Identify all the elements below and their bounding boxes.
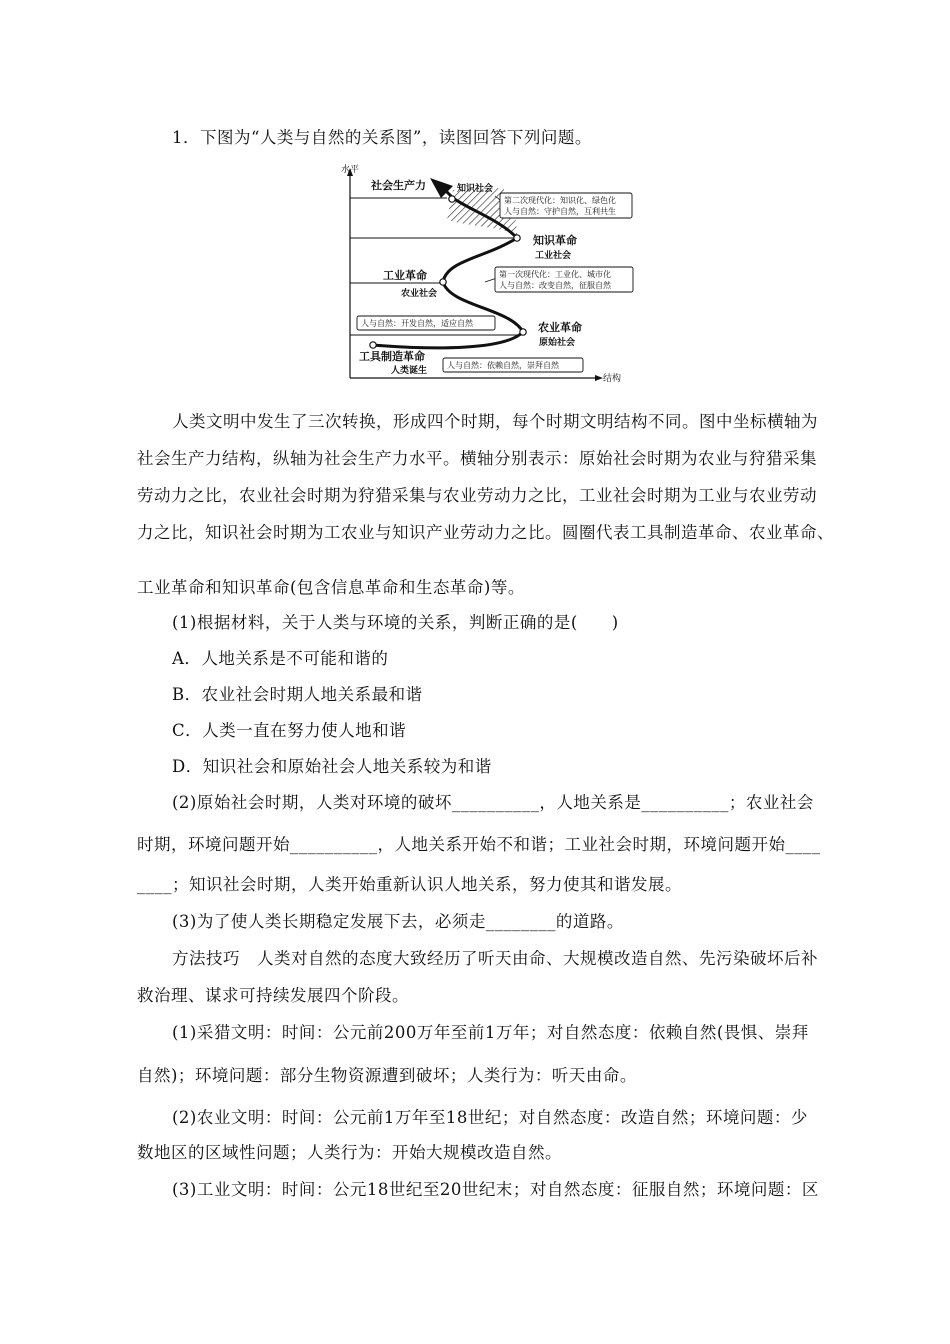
first-modernization-line-2: 人与自然：改变自然，征服自然: [499, 281, 611, 290]
relation-diagram: [335, 160, 635, 385]
tip-item-line: (2)农业文明：时间：公元前1万年至18世纪；对自然态度：改造自然；环境问题：少: [172, 1108, 808, 1127]
knowledge-revolution-label: 知识革命: [533, 234, 577, 247]
question-2-line: (2)原始社会时期，人类对环境的破坏__________，人地关系是__________；农业社会: [172, 793, 814, 812]
option-a: A．人地关系是不可能和谐的: [172, 649, 389, 668]
option-c: C．人类一直在努力使人地和谐: [172, 721, 407, 740]
x-axis-arrow-icon: [595, 375, 603, 381]
method-tip-line: 方法技巧 人类对自然的态度大致经历了听天由命、大规模改造自然、先污染破坏后补: [172, 949, 818, 968]
y-axis-label: 水平: [341, 165, 360, 175]
question-1: (1)根据材料，关于人类与环境的关系，判断正确的是( ): [172, 613, 619, 632]
tip-item-line: (3)工业文明：时间：公元18世纪至20世纪末；对自然态度：征服自然；环境问题：区: [172, 1180, 819, 1199]
method-tip-line: 救治理、谋求可持续发展四个阶段。: [137, 986, 409, 1005]
industrial-society-label: 工业社会: [535, 251, 572, 261]
x-axis-label: 结构: [603, 374, 622, 384]
primitive-society-label: 原始社会: [539, 338, 576, 348]
option-b: B．农业社会时期人地关系最和谐: [172, 685, 423, 704]
paragraph-line: 人类文明中发生了三次转换，形成四个时期，每个时期文明结构不同。图中坐标横轴为: [172, 412, 818, 431]
primitive-relation-text: 人与自然：依赖自然，崇拜自然: [447, 361, 559, 370]
knowledge-society-label: 知识社会: [457, 184, 494, 194]
tip-item-line: 自然)；环境问题：部分生物资源遭到破坏；人类行为：听天由命。: [137, 1066, 637, 1085]
human-nature-relation-figure: [335, 160, 635, 385]
question-2-line: 时期，环境问题开始__________，人地关系开始不和谐；工业社会时期，环境问题开始____: [137, 835, 821, 854]
paragraph-line: 劳动力之比，农业社会时期为狩猎采集与农业劳动力之比，工业社会时期为工业与农业劳动: [137, 486, 817, 505]
tool-revolution-label: 工具制造革命: [359, 350, 425, 363]
paragraph-line: 工业革命和知识革命(包含信息革命和生态革命)等。: [137, 578, 525, 597]
second-modernization-line-1: 第二次现代化：知识化、绿色化: [504, 196, 616, 205]
industrial-revolution-circle: [440, 279, 446, 285]
agricultural-society-label: 农业社会: [401, 289, 438, 299]
first-modernization-line-1: 第一次现代化：工业化、城市化: [499, 270, 611, 279]
tool-revolution-circle: [370, 342, 376, 348]
paragraph-line: 力之比，知识社会时期为工农业与知识产业劳动力之比。圆圈代表工具制造革命、农业革命、: [137, 523, 834, 542]
agricultural-revolution-label: 农业革命: [538, 321, 582, 334]
paragraph-line: 社会生产力结构，纵轴为社会生产力水平。横轴分别表示：原始社会时期为农业与狩猎采集: [137, 449, 817, 468]
question-2-line: ____；知识社会时期，人类开始重新认识人地关系，努力使其和谐发展。: [137, 875, 682, 894]
question-title: 1．下图为“人类与自然的关系图”，读图回答下列问题。: [172, 128, 592, 147]
agri-relation-text: 人与自然：开发自然，适应自然: [361, 319, 473, 328]
second-modernization-line-2: 人与自然：守护自然，互利共生: [504, 207, 616, 216]
human-birth-label: 人类诞生: [391, 366, 428, 376]
productivity-label: 社会生产力: [371, 179, 426, 192]
knowledge-revolution-circle: [514, 235, 520, 241]
option-d: D．知识社会和原始社会人地关系较为和谐: [172, 757, 492, 776]
agricultural-revolution-circle: [520, 329, 526, 335]
question-3: (3)为了使人类长期稳定发展下去，必须走________的道路。: [172, 912, 624, 931]
tip-item-line: (1)采猎文明：时间：公元前200万年至前1万年；对自然态度：依赖自然(畏惧、崇拜: [172, 1023, 809, 1042]
industrial-revolution-label: 工业革命: [383, 269, 427, 282]
tip-item-line: 数地区的区域性问题；人类行为：开始大规模改造自然。: [137, 1143, 562, 1162]
knowledge-society-circle: [449, 196, 455, 202]
